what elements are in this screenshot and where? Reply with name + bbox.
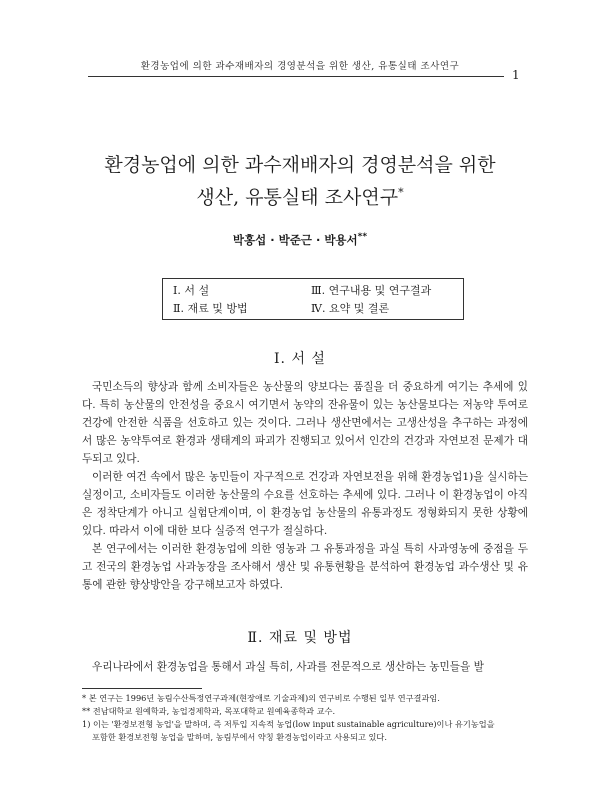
toc-item: Ⅰ. 서 설 [173, 284, 210, 297]
introduction-body [82, 378, 528, 594]
table-of-contents [162, 278, 464, 320]
title-footnote-mark: * [398, 186, 404, 199]
methods-body [82, 658, 528, 676]
title-line-2 [0, 179, 600, 211]
authors [0, 232, 600, 248]
title-line-1: 환경농업에 의한 과수재배자의 경영분석을 위한 [104, 154, 496, 176]
header-rule [88, 76, 504, 77]
title-line-2-text: 생산, 유통실태 조사연구 [196, 186, 399, 209]
paragraph: 본 연구에서는 이러한 환경농업에 의한 영농과 그 유통과정을 과실 특히 사과영농에 중점을 두고 전국의 환경농업 사과농장을 조사해서 생산 및 유통현황을 분석하여 환경농업 과수생산 및 유통에 관한 향상방안을 강구해보고자 하였다. [82, 543, 528, 591]
paragraph: 국민소득의 향상과 함께 소비자들은 농산물의 양보다는 품질을 더 중요하게 여기는 추세에 있다. 특히 농산물의 안전성을 중요시 여기면서 농약의 잔유물이 있는 농산물보다는 저농약 투여로 건강에 안전한 식품을 선호하고 있는 것이다. 그러나 생산면에서는 고생산성을 추구하는 과정에서 많은 농약투여로 환경과 생태계의 파괴가 진행되고 있어서 인간의 건강과 자연보전 문제가 대두되고 있다. [82, 381, 528, 465]
author-names: 박홍섭 · 박준근 · 박용서 [232, 233, 358, 247]
paragraph: 이러한 여건 속에서 많은 농민들이 자구적으로 건강과 자연보전을 위해 환경농업1)을 실시하는 실정이고, 소비자들도 이러한 농산물의 수요를 선호하는 추세에 있다. 그러나 이 환경농업이 아직은 정착단계가 아니고 실험단계이며, 이 환경농업 농산물의 유통과정도 정형화되지 못한 상황에 있다. 따라서 이에 대한 보다 실증적 연구가 절실하다. [82, 471, 528, 537]
section-heading-methods: Ⅱ. 재료 및 방법 [247, 630, 353, 646]
toc-item: Ⅲ. 연구내용 및 연구결과 [311, 284, 432, 297]
footnote: 1) 이는 '환경보전형 농업'을 말하며, 즉 저투입 지속적 농업(low input sustainable agriculture)이나 유기농업을 [82, 719, 495, 729]
footnote-rule [82, 688, 202, 689]
footnote: ** 전남대학교 원예학과, 농업경제학과, 목포대학교 원예육종학과 교수. [82, 706, 336, 716]
paragraph: 우리나라에서 환경농업을 통해서 과실 특히, 사과를 전문적으로 생산하는 농민들을 발 [92, 661, 484, 673]
toc-item: Ⅱ. 재료 및 방법 [173, 302, 248, 315]
author-footnote-mark: ** [357, 232, 368, 243]
footnote-continuation: 포함한 환경보전형 농업을 말하며, 농림부에서 약칭 환경농업이라고 사용되고 있다. [92, 732, 387, 742]
footnotes [82, 692, 532, 744]
toc-item: Ⅳ. 요약 및 결론 [311, 302, 390, 315]
section-heading-introduction: Ⅰ. 서 설 [274, 351, 326, 367]
paper-title [0, 152, 600, 211]
footnote: * 본 연구는 1996년 농림수산특정연구과제(현장애로 기술과제)의 연구비로 수행된 일부 연구결과임. [82, 693, 440, 703]
running-head: 환경농업에 의한 과수재배자의 경영분석을 위한 생산, 유통실태 조사연구 [140, 61, 460, 72]
page-number: 1 [512, 68, 520, 82]
